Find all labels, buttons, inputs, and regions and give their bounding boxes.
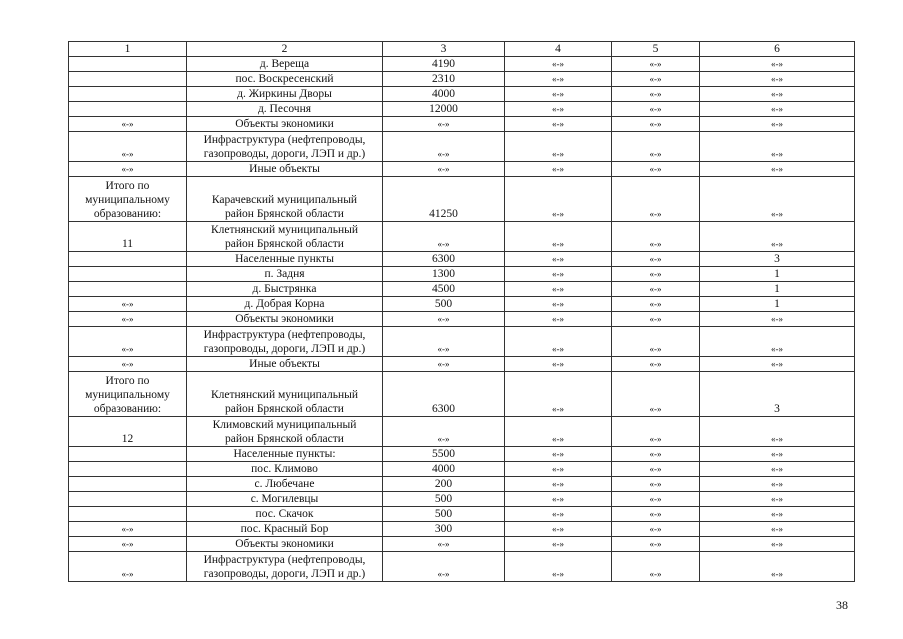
cell-col-number: 12 [69,417,187,447]
cell-col-number: «-» [69,162,187,177]
table-row [69,222,855,252]
table-body [69,42,855,582]
cell-col-value-4: «-» [505,447,612,462]
cell-col-number: «-» [69,522,187,537]
cell-col-value-6: 1 [700,267,855,282]
cell-col-value-3: 500 [383,507,505,522]
cell-col-name: Населенные пункты [187,252,383,267]
cell-col-value-5: «-» [612,267,700,282]
cell-col-name: Инфраструктура (нефтепроводы, газопроводы, дороги, ЛЭП и др.) [187,132,383,162]
cell-col-value-5: «-» [612,507,700,522]
cell-col-number: Итого по муниципальному образованию: [69,177,187,222]
cell-col-value-4: «-» [505,222,612,252]
table-row [69,102,855,117]
cell-col-number: «-» [69,327,187,357]
cell-col-value-5: «-» [612,462,700,477]
cell-col-number: «-» [69,357,187,372]
cell-col-value-5: «-» [612,57,700,72]
cell-col-number [69,72,187,87]
cell-col-value-6: «-» [700,477,855,492]
cell-col-value-6: «-» [700,507,855,522]
header-cell-col-value-5: 5 [612,42,700,57]
cell-col-value-3: 6300 [383,252,505,267]
cell-col-number [69,102,187,117]
cell-col-value-3: «-» [383,537,505,552]
table-row [69,507,855,522]
cell-col-name: д. Песочня [187,102,383,117]
cell-col-value-4: «-» [505,417,612,447]
cell-col-value-4: «-» [505,252,612,267]
cell-col-value-3: «-» [383,132,505,162]
cell-col-number [69,57,187,72]
cell-col-number: «-» [69,117,187,132]
cell-col-value-4: «-» [505,327,612,357]
table-row [69,357,855,372]
cell-col-value-3: 12000 [383,102,505,117]
cell-col-value-4: «-» [505,102,612,117]
table-row [69,537,855,552]
cell-col-value-3: 4000 [383,462,505,477]
cell-col-name: Населенные пункты: [187,447,383,462]
table-row [69,417,855,447]
cell-col-name: Инфраструктура (нефтепроводы, газопроводы, дороги, ЛЭП и др.) [187,552,383,582]
cell-col-value-4: «-» [505,267,612,282]
cell-col-value-6: «-» [700,177,855,222]
cell-col-value-5: «-» [612,447,700,462]
cell-col-value-6: «-» [700,552,855,582]
table-row [69,252,855,267]
cell-col-value-6: «-» [700,522,855,537]
cell-col-name: пос. Климово [187,462,383,477]
table-row [69,462,855,477]
cell-col-number [69,507,187,522]
cell-col-value-4: «-» [505,477,612,492]
cell-col-name: Карачевский муниципальный район Брянской области [187,177,383,222]
cell-col-value-3: «-» [383,222,505,252]
table-row [69,522,855,537]
header-cell-col-value-3: 3 [383,42,505,57]
table-row [69,297,855,312]
cell-col-value-5: «-» [612,222,700,252]
cell-col-value-6: 3 [700,372,855,417]
cell-col-number [69,477,187,492]
cell-col-value-6: 1 [700,282,855,297]
table-row [69,72,855,87]
cell-col-value-6: 3 [700,252,855,267]
cell-col-name: Объекты экономики [187,537,383,552]
cell-col-value-5: «-» [612,417,700,447]
cell-col-number [69,87,187,102]
cell-col-value-3: «-» [383,117,505,132]
cell-col-name: Объекты экономики [187,312,383,327]
cell-col-value-6: «-» [700,57,855,72]
header-cell-col-value-6: 6 [700,42,855,57]
cell-col-value-3: «-» [383,312,505,327]
table-row [69,552,855,582]
cell-col-value-3: 4190 [383,57,505,72]
cell-col-number: Итого по муниципальному образованию: [69,372,187,417]
cell-col-value-5: «-» [612,327,700,357]
table-row [69,87,855,102]
cell-col-value-4: «-» [505,282,612,297]
table-row [69,57,855,72]
cell-col-value-6: «-» [700,132,855,162]
cell-col-value-3: 300 [383,522,505,537]
cell-col-value-4: «-» [505,462,612,477]
header-row [69,42,855,57]
cell-col-value-5: «-» [612,477,700,492]
cell-col-value-3: 200 [383,477,505,492]
cell-col-value-4: «-» [505,177,612,222]
cell-col-value-4: «-» [505,552,612,582]
cell-col-value-6: «-» [700,357,855,372]
cell-col-value-3: 500 [383,492,505,507]
cell-col-number: «-» [69,312,187,327]
cell-col-value-6: «-» [700,102,855,117]
cell-col-name: Инфраструктура (нефтепроводы, газопроводы, дороги, ЛЭП и др.) [187,327,383,357]
cell-col-value-6: «-» [700,87,855,102]
cell-col-value-6: «-» [700,117,855,132]
cell-col-value-3: «-» [383,162,505,177]
cell-col-number [69,267,187,282]
cell-col-value-3: 6300 [383,372,505,417]
cell-col-value-6: 1 [700,297,855,312]
cell-col-name: Клетнянский муниципальный район Брянской области [187,222,383,252]
cell-col-value-4: «-» [505,72,612,87]
header-cell-col-name: 2 [187,42,383,57]
page-number: 38 [836,598,848,612]
document-table [68,41,855,582]
cell-col-value-5: «-» [612,282,700,297]
cell-col-name: Иные объекты [187,162,383,177]
cell-col-name: с. Любечане [187,477,383,492]
cell-col-value-3: 500 [383,297,505,312]
cell-col-value-5: «-» [612,87,700,102]
cell-col-value-4: «-» [505,537,612,552]
table-row [69,117,855,132]
cell-col-value-4: «-» [505,297,612,312]
cell-col-value-5: «-» [612,492,700,507]
cell-col-value-6: «-» [700,162,855,177]
header-cell-col-number: 1 [69,42,187,57]
table-row [69,477,855,492]
cell-col-value-3: 4000 [383,87,505,102]
cell-col-name: с. Могилевцы [187,492,383,507]
cell-col-number: «-» [69,132,187,162]
cell-col-value-5: «-» [612,552,700,582]
cell-col-value-5: «-» [612,537,700,552]
cell-col-name: Объекты экономики [187,117,383,132]
cell-col-number [69,492,187,507]
cell-col-value-3: 4500 [383,282,505,297]
cell-col-value-6: «-» [700,537,855,552]
table-row [69,267,855,282]
table-row [69,447,855,462]
cell-col-value-5: «-» [612,312,700,327]
cell-col-value-3: «-» [383,327,505,357]
cell-col-value-4: «-» [505,312,612,327]
cell-col-value-4: «-» [505,507,612,522]
table-row [69,162,855,177]
cell-col-name: д. Жиркины Дворы [187,87,383,102]
cell-col-value-6: «-» [700,492,855,507]
cell-col-number [69,252,187,267]
cell-col-value-6: «-» [700,447,855,462]
cell-col-value-3: 41250 [383,177,505,222]
cell-col-value-4: «-» [505,117,612,132]
cell-col-value-5: «-» [612,522,700,537]
cell-col-value-6: «-» [700,312,855,327]
cell-col-value-5: «-» [612,102,700,117]
cell-col-number: «-» [69,537,187,552]
cell-col-number [69,282,187,297]
cell-col-value-5: «-» [612,372,700,417]
cell-col-value-5: «-» [612,162,700,177]
cell-col-name: Клетнянский муниципальный район Брянской области [187,372,383,417]
header-cell-col-value-4: 4 [505,42,612,57]
cell-col-value-5: «-» [612,297,700,312]
cell-col-value-6: «-» [700,327,855,357]
cell-col-value-4: «-» [505,132,612,162]
cell-col-value-4: «-» [505,372,612,417]
cell-col-value-4: «-» [505,57,612,72]
cell-col-value-4: «-» [505,492,612,507]
cell-col-number [69,462,187,477]
cell-col-name: д. Добрая Корна [187,297,383,312]
table-row [69,312,855,327]
cell-col-value-3: «-» [383,552,505,582]
cell-col-value-5: «-» [612,72,700,87]
table-row [69,132,855,162]
cell-col-name: Иные объекты [187,357,383,372]
cell-col-value-5: «-» [612,117,700,132]
cell-col-value-3: «-» [383,417,505,447]
cell-col-value-3: 2310 [383,72,505,87]
cell-col-value-5: «-» [612,252,700,267]
table-row [69,282,855,297]
cell-col-name: пос. Красный Бор [187,522,383,537]
cell-col-value-3: 1300 [383,267,505,282]
cell-col-name: Климовский муниципальный район Брянской области [187,417,383,447]
cell-col-value-4: «-» [505,522,612,537]
cell-col-value-3: «-» [383,357,505,372]
cell-col-value-4: «-» [505,357,612,372]
cell-col-name: д. Быстрянка [187,282,383,297]
cell-col-number: 11 [69,222,187,252]
table-row [69,327,855,357]
cell-col-number [69,447,187,462]
cell-col-value-6: «-» [700,462,855,477]
table-row [69,372,855,417]
cell-col-name: д. Вереща [187,57,383,72]
cell-col-value-3: 5500 [383,447,505,462]
cell-col-name: пос. Скачок [187,507,383,522]
cell-col-value-5: «-» [612,357,700,372]
cell-col-value-6: «-» [700,72,855,87]
cell-col-value-6: «-» [700,222,855,252]
cell-col-value-4: «-» [505,87,612,102]
cell-col-number: «-» [69,552,187,582]
cell-col-value-6: «-» [700,417,855,447]
table-row [69,492,855,507]
cell-col-value-5: «-» [612,132,700,162]
cell-col-name: пос. Воскресенский [187,72,383,87]
cell-col-number: «-» [69,297,187,312]
cell-col-name: п. Задня [187,267,383,282]
cell-col-value-5: «-» [612,177,700,222]
cell-col-value-4: «-» [505,162,612,177]
table-row [69,177,855,222]
